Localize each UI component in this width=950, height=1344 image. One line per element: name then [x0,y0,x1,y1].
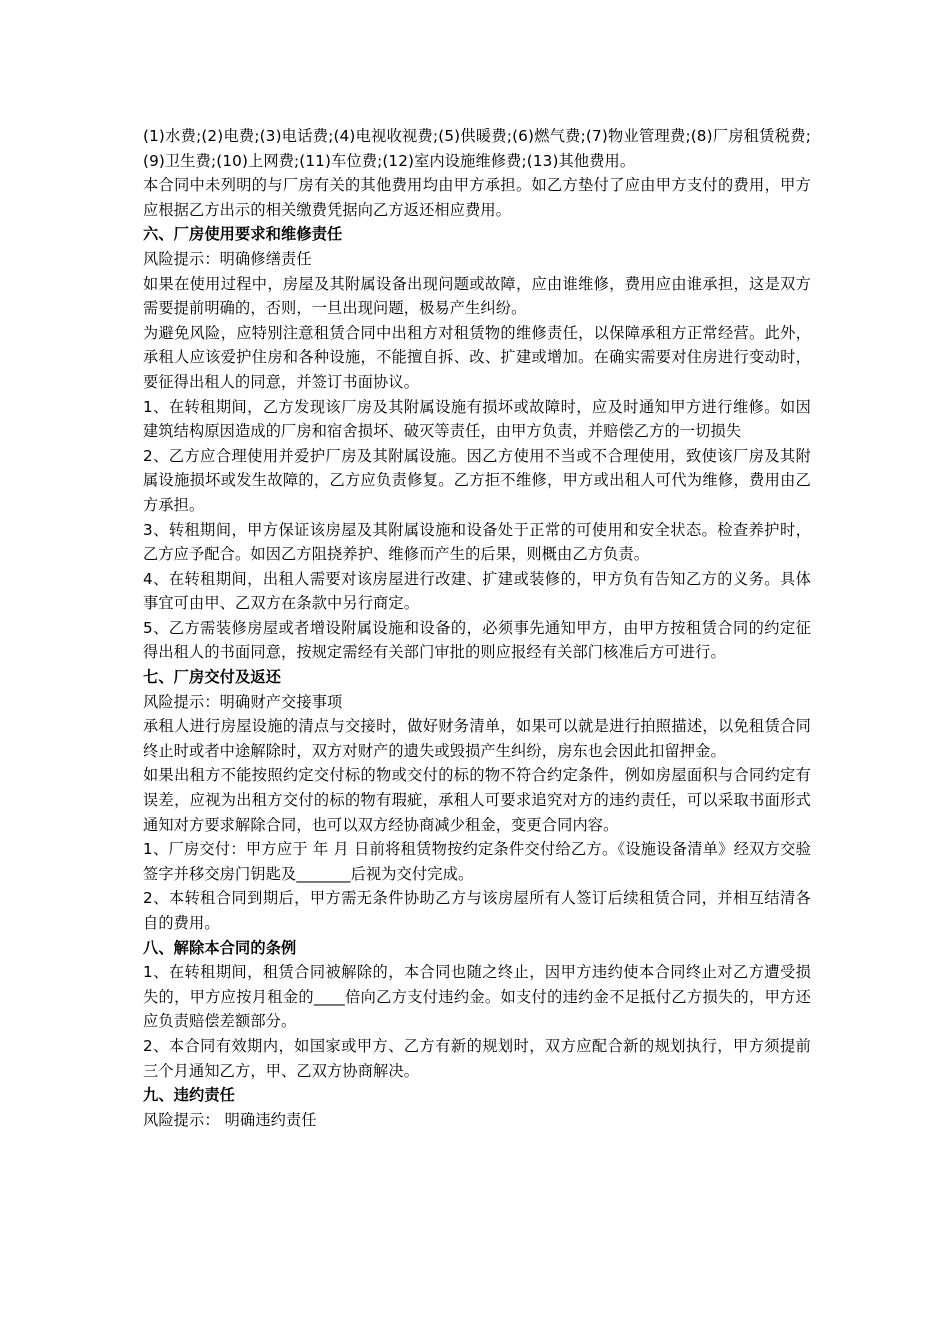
section-6-risk-tip: 风险提示：明确修缮责任 [143,249,312,268]
section-8-heading: 八、解除本合同的条例 [143,938,297,957]
section-6-clause-5: 5、乙方需装修房屋或者增设附属设施和设备的，必须事先通知甲方，由甲方按租赁合同的约定征得出租人的书面同意，按规定需经有关部门审批的则应报经有关部门核准后方可进行。 [143,618,811,662]
section-7-intro-2: 如果出租方不能按照约定交付标的物或交付的标的物不符合约定条件，例如房屋面积与合同约定有误差，应视为出租方交付的标的物有瑕疵，承租人可要求追究对方的违约责任，可以采取书面形式通知对方要求解除合同，也可以双方经协商减少租金，变更合同内容。 [143,766,811,834]
section-9-heading: 九、违约责任 [143,1086,236,1105]
document-page [143,124,811,1132]
section-7-clause-2: 2、本转租合同到期后，甲方需无条件协助乙方与该房屋所有人签订后续租赁合同，并相互结清各自的费用。 [143,889,811,932]
section-6-clause-2: 2、乙方应合理使用并爱护厂房及其附属设施。因乙方使用不当或不合理使用，致使该厂房及其附属设施损坏或发生故障的，乙方应负责修复。乙方拒不维修，甲方或出租人可代为维修，费用由乙方承担。 [143,446,811,514]
section-6-heading: 六、厂房使用要求和维修责任 [143,225,343,244]
section-8-clause-2: 2、本合同有效期内，如国家或甲方、乙方有新的规划时，双方应配合新的规划执行，甲方须提前三个月通知乙方，甲、乙双方协商解决。 [143,1036,811,1080]
section-6-clause-3: 3、转租期间，甲方保证该房屋及其附属设施和设备处于正常的可使用和安全状态。检查养护时，乙方应予配合。如因乙方阻挠养护、维修而产生的后果，则概由乙方负责。 [143,520,811,564]
section-7-heading: 七、厂房交付及返还 [143,668,282,687]
section-6-intro-1: 如果在使用过程中，房屋及其附属设备出现问题或故障，应由谁维修，费用应由谁承担，这是双方需要提前明确的，否则，一旦出现问题，极易产生纠纷。 [143,274,811,318]
section-9-risk-tip: 风险提示： 明确违约责任 [143,1110,317,1129]
section-6-clause-4: 4、在转租期间，出租人需要对该房屋进行改建、扩建或装修的，甲方负有告知乙方的义务。具体事宜可由甲、乙双方在条款中另行商定。 [143,569,811,613]
section-6-intro-2: 为避免风险，应特别注意租赁合同中出租方对租赁物的维修责任，以保障承租方正常经营。此外，承租人应该爱护住房和各种设施，不能擅自拆、改、扩建或增加。在确实需要对住房进行变动时，要征得出租人的同意，并签订书面协议。 [143,323,811,391]
section-7-clause-1: 1、厂房交付：甲方应于 年 月 日前将租赁物按约定条件交付给乙方。《设施设备清单》经双方交验签字并移交房门钥匙及_______后视为交付完成。 [143,840,811,883]
other-fees-paragraph: 本合同中未列明的与厂房有关的其他费用均由甲方承担。如乙方垫付了应由甲方支付的费用，甲方应根据乙方出示的相关缴费凭据向乙方返还相应费用。 [143,176,811,219]
section-6-clause-1: 1、在转租期间，乙方发现该厂房及其附属设施有损坏或故障时，应及时通知甲方进行维修。如因建筑结构原因造成的厂房和宿舍损坏、破灭等责任，由甲方负责，并赔偿乙方的一切损失 [143,397,811,441]
section-8-clause-1: 1、在转租期间，租赁合同被解除的，本合同也随之终止，因甲方违约使本合同终止对乙方遭受损失的，甲方应按月租金的____倍向乙方支付违约金。如支付的违约金不足抵付乙方损失的，甲方还应负责赔偿差额部分。 [143,963,811,1031]
section-7-risk-tip: 风险提示：明确财产交接事项 [143,692,343,711]
fee-list-paragraph: (1)水费;(2)电费;(3)电话费;(4)电视收视费;(5)供暖费;(6)燃气费;(7)物业管理费;(8)厂房租赁税费;(9)卫生费;(10)上网费;(11)车位费;(12)室内设施维修费;(13)其他费用。 [143,127,811,170]
section-7-intro-1: 承租人进行房屋设施的清点与交接时，做好财务清单，如果可以就是进行拍照描述，以免租赁合同终止时或者中途解除时，双方对财产的遗失或毁损产生纠纷，房东也会因此扣留押金。 [143,717,811,760]
